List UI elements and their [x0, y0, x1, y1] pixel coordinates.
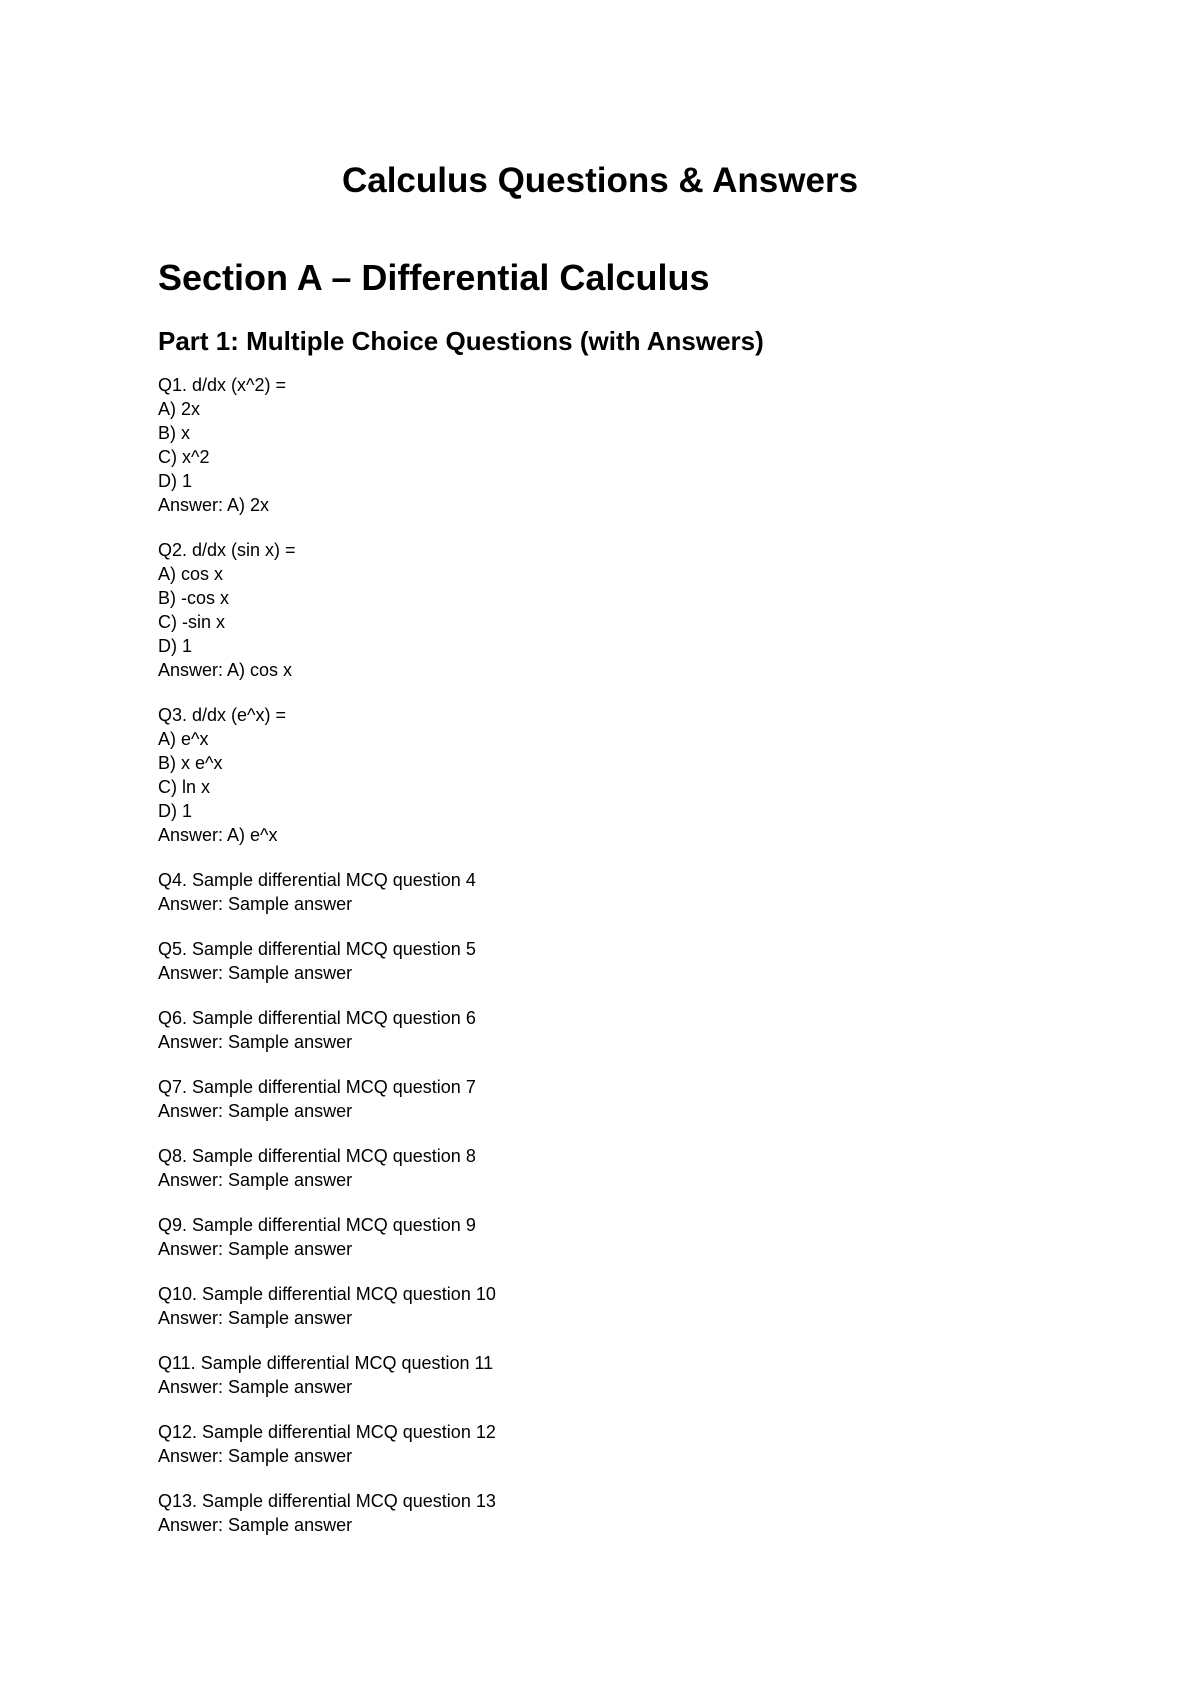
question-block: [158, 1351, 1058, 1399]
answer-text: Answer: A) e^x: [158, 825, 278, 845]
question-text: Q11. Sample differential MCQ question 11: [158, 1353, 494, 1373]
question-block: [158, 1489, 1058, 1537]
answer-text: Answer: Sample answer: [158, 963, 353, 983]
answer-option: D) 1: [158, 636, 193, 656]
answer-text: Answer: Sample answer: [158, 1308, 353, 1328]
answer-option: B) x e^x: [158, 753, 223, 773]
answer-option: A) cos x: [158, 564, 224, 584]
question-text: Q3. d/dx (e^x) =: [158, 705, 286, 725]
question-block: [158, 868, 1058, 916]
question-text: Q10. Sample differential MCQ question 10: [158, 1284, 496, 1304]
part-title: Part 1: Multiple Choice Questions (with Answers): [158, 326, 764, 356]
question-text: Q8. Sample differential MCQ question 8: [158, 1146, 476, 1166]
answer-option: A) 2x: [158, 399, 201, 419]
answer-option: C) -sin x: [158, 612, 225, 632]
question-text: Q13. Sample differential MCQ question 13: [158, 1491, 496, 1511]
question-block: [158, 1213, 1058, 1261]
question-list: [158, 373, 1058, 1558]
answer-text: Answer: Sample answer: [158, 894, 353, 914]
section-title: Section A – Differential Calculus: [158, 257, 710, 298]
question-block: [158, 1282, 1058, 1330]
answer-option: A) e^x: [158, 729, 209, 749]
answer-text: Answer: Sample answer: [158, 1032, 353, 1052]
answer-text: Answer: A) 2x: [158, 495, 270, 515]
question-block: [158, 538, 1058, 682]
question-text: Q1. d/dx (x^2) =: [158, 375, 286, 395]
question-block: [158, 1420, 1058, 1468]
answer-text: Answer: Sample answer: [158, 1377, 353, 1397]
answer-option: D) 1: [158, 801, 193, 821]
question-block: [158, 1144, 1058, 1192]
answer-option: C) ln x: [158, 777, 211, 797]
question-text: Q4. Sample differential MCQ question 4: [158, 870, 476, 890]
question-text: Q5. Sample differential MCQ question 5: [158, 939, 476, 959]
answer-option: B) -cos x: [158, 588, 230, 608]
question-block: [158, 937, 1058, 985]
answer-text: Answer: Sample answer: [158, 1101, 353, 1121]
answer-text: Answer: Sample answer: [158, 1239, 353, 1259]
question-block: [158, 703, 1058, 847]
answer-option: C) x^2: [158, 447, 210, 467]
answer-text: Answer: A) cos x: [158, 660, 293, 680]
question-block: [158, 1006, 1058, 1054]
question-text: Q6. Sample differential MCQ question 6: [158, 1008, 476, 1028]
answer-text: Answer: Sample answer: [158, 1170, 353, 1190]
question-text: Q2. d/dx (sin x) =: [158, 540, 296, 560]
question-block: [158, 373, 1058, 517]
question-text: Q9. Sample differential MCQ question 9: [158, 1215, 476, 1235]
question-block: [158, 1075, 1058, 1123]
answer-option: D) 1: [158, 471, 193, 491]
question-text: Q12. Sample differential MCQ question 12: [158, 1422, 496, 1442]
question-text: Q7. Sample differential MCQ question 7: [158, 1077, 476, 1097]
answer-text: Answer: Sample answer: [158, 1515, 353, 1535]
document-title: Calculus Questions & Answers: [341, 161, 859, 200]
answer-option: B) x: [158, 423, 191, 443]
answer-text: Answer: Sample answer: [158, 1446, 353, 1466]
